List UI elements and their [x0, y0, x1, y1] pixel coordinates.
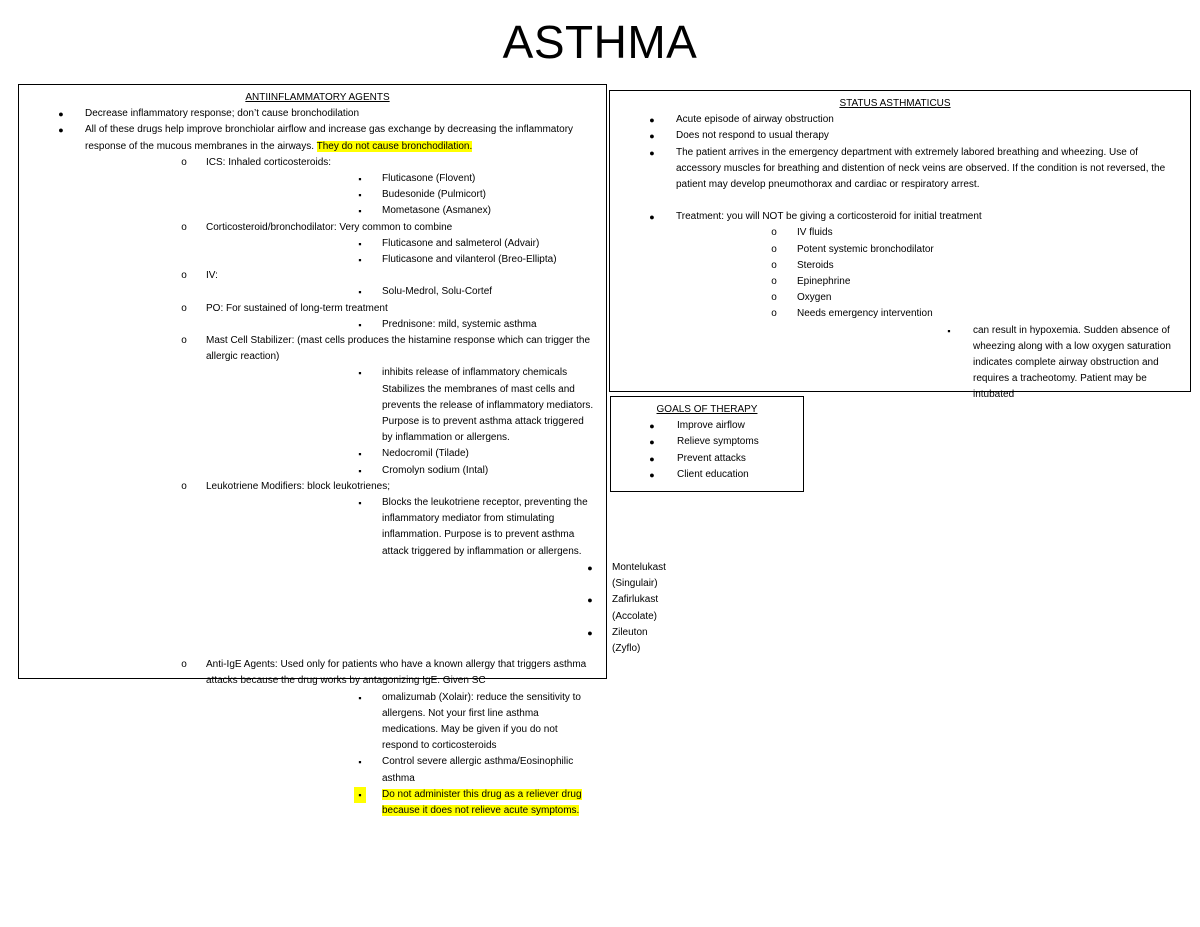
list-item: ● Client education	[611, 467, 799, 483]
list-item: ● Zafirlukast (Accolate)	[382, 592, 612, 624]
circle-bullet-icon: o	[181, 335, 187, 347]
bullet-icon: ●	[649, 212, 655, 223]
circle-bullet-icon: o	[771, 292, 777, 304]
square-bullet-icon: ▪	[358, 206, 362, 217]
list-item: ▪ Fluticasone and salmeterol (Advair)	[206, 236, 596, 252]
list-item: ▪ can result in hypoxemia. Sudden absence of wheezing along with a low oxygen saturation indicates complete airway obstruction and requires a tracheotomy. Patient may be intubated	[797, 323, 1180, 404]
goals-heading: GOALS OF THERAPY	[656, 404, 758, 415]
list-item: o Oxygen	[676, 290, 1180, 306]
square-bullet-icon: ▪	[358, 757, 362, 768]
anti-inflammatory-heading: ANTIINFLAMMATORY AGENTS	[245, 92, 390, 103]
list-item: o Steroids	[676, 258, 1180, 274]
bullet-icon: ●	[649, 437, 655, 448]
list-item: ▪ Cromolyn sodium (Intal)	[206, 463, 596, 479]
list-item: o ICS: Inhaled corticosteroids: ▪ Fluticasone (Flovent) ▪ Budesonide (Pulmicort) ▪ Mometasone (Asmanex)	[85, 155, 596, 220]
list-item: o IV: ▪ Solu-Medrol, Solu-Cortef	[85, 268, 596, 300]
list-item: ● Does not respond to usual therapy	[610, 128, 1180, 144]
list-item	[206, 787, 596, 819]
status-asthmaticus-box	[609, 90, 1191, 401]
list-item: ▪ Blocks the leukotriene receptor, preventing the inflammatory mediator from stimulating inflammation. Purpose is to prevent asthma attack triggered by inflammation or allergens. ● Montelukast (Singulair) ● Zafirlukast (Accolate) ● Zileuton (Zyflo)	[206, 495, 596, 657]
bullet-icon: ●	[649, 115, 655, 126]
list-item: o IV fluids	[676, 225, 1180, 241]
circle-bullet-icon: o	[771, 276, 777, 288]
bullet-icon: ●	[587, 595, 593, 606]
page-title: ASTHMA	[502, 16, 698, 68]
circle-bullet-icon: o	[181, 480, 187, 492]
list-item: ▪ Fluticasone (Flovent)	[206, 171, 596, 187]
square-bullet-icon: ▪	[358, 465, 362, 476]
list-item: o PO: For sustained of long-term treatment ▪ Prednisone: mild, systemic asthma	[85, 301, 596, 333]
list-item: ▪ Nedocromil (Tilade)	[206, 446, 596, 462]
treatment-list	[610, 209, 1180, 403]
list-item: ● Decrease inflammatory response; don’t cause bronchodilation	[19, 106, 596, 122]
bullet-icon: ●	[649, 469, 655, 480]
list-item: o Mast Cell Stabilizer: (mast cells produces the histamine response which can trigger the allergic reaction) ▪ inhibits release of inflammatory chemicals Stabilizes the membranes of mast cells and prevents the release of inflammatory mediators. Purpose is to prevent asthma attack triggered by inflammation or allergens. ▪ Nedocromil (Tilade) ▪ Cromolyn sodium (Intal)	[85, 333, 596, 479]
bullet-icon: ●	[58, 125, 64, 136]
circle-bullet-icon: o	[771, 259, 777, 271]
list-item: o Corticosteroid/bronchodilator: Very common to combine ▪ Fluticasone and salmeterol (Advair) ▪ Fluticasone and vilanterol (Breo-Ellipta)	[85, 220, 596, 269]
square-bullet-icon: ▪	[358, 174, 362, 185]
bullet-icon: ●	[649, 421, 655, 432]
anti-inflammatory-list	[19, 106, 666, 819]
circle-bullet-icon: o	[181, 156, 187, 168]
bullet-icon: ●	[587, 562, 593, 573]
list-item: ● Prevent attacks	[611, 451, 799, 467]
square-bullet-icon: ▪	[354, 787, 366, 803]
circle-bullet-icon: o	[181, 270, 187, 282]
goals-list	[611, 418, 799, 483]
circle-bullet-icon: o	[181, 302, 187, 314]
square-bullet-icon: ▪	[358, 692, 362, 703]
list-item: ● Zileuton (Zyflo)	[382, 625, 612, 657]
list-item: ▪ Fluticasone and vilanterol (Breo-Ellipta)	[206, 252, 596, 268]
list-item: o Potent systemic bronchodilator	[676, 242, 1180, 258]
list-item: ▪ Budesonide (Pulmicort)	[206, 187, 596, 203]
goals-of-therapy-box	[610, 396, 804, 492]
square-bullet-icon: ▪	[358, 319, 362, 330]
square-bullet-icon: ▪	[358, 255, 362, 266]
square-bullet-icon: ▪	[358, 368, 362, 379]
list-item: o Epinephrine	[676, 274, 1180, 290]
circle-bullet-icon: o	[771, 243, 777, 255]
list-item: ● Montelukast (Singulair)	[382, 560, 612, 592]
bullet-icon: ●	[649, 147, 655, 158]
bullet-icon: ●	[649, 453, 655, 464]
square-bullet-icon: ▪	[358, 190, 362, 201]
square-bullet-icon: ▪	[358, 449, 362, 460]
list-item: ▪ omalizumab (Xolair): reduce the sensitivity to allergens. Not your first line asthma medications. May be given if you do not respond to corticosteroids	[206, 690, 596, 755]
square-bullet-icon: ▪	[358, 238, 362, 249]
circle-bullet-icon: o	[181, 659, 187, 671]
circle-bullet-icon: o	[771, 227, 777, 239]
highlighted-text: They do not cause bronchodilation.	[316, 140, 473, 152]
status-asthmaticus-heading: STATUS ASTHMATICUS	[839, 98, 951, 109]
list-item: ● Relieve symptoms	[611, 434, 799, 450]
list-item: ▪ Solu-Medrol, Solu-Cortef	[206, 284, 596, 300]
list-item: ▪ Mometasone (Asmanex)	[206, 203, 596, 219]
list-item: ▪ Control severe allergic asthma/Eosinophilic asthma	[206, 754, 596, 786]
list-item: ● The patient arrives in the emergency department with extremely labored breathing and wheezing. Use of accessory muscles for breathing and distention of neck veins are observed. If the condition is not reversed, the patient may develop pneumothorax and cardiac or respiratory arrest.	[610, 145, 1180, 194]
list-item: o Leukotriene Modifiers: block leukotrienes; ▪ Blocks the leukotriene receptor, preventing the inflammatory mediator from stimulating inflammation. Purpose is to prevent asthma attack triggered by inflammation or allergens. ● Montelukast (Singulair) ● Zafirlukast (Accolate) ● Zileuton (Zyflo)	[85, 479, 596, 657]
square-bullet-icon: ▪	[947, 325, 951, 336]
bullet-icon: ●	[58, 109, 64, 120]
circle-bullet-icon: o	[771, 308, 777, 320]
status-list	[610, 112, 1180, 193]
list-item: o Needs emergency intervention ▪ can result in hypoxemia. Sudden absence of wheezing along with a low oxygen saturation indicates complete airway obstruction and requires a tracheotomy. Patient may be intubated	[676, 306, 1180, 403]
list-item: ● Treatment: you will NOT be giving a corticosteroid for initial treatment o IV fluids o Potent systemic bronchodilator o Steroids o Epinephrine o Oxygen o Needs emergency intervention ▪ can result in hypoxemia. Sudden absence of wheezing along with a low oxygen saturation indicates complete airway obstruction and requires a tracheotomy. Patient may be intubated	[610, 209, 1180, 403]
square-bullet-icon: ▪	[358, 498, 362, 509]
list-item: ● Improve airflow	[611, 418, 799, 434]
list-item: ▪ Prednisone: mild, systemic asthma	[206, 317, 596, 333]
circle-bullet-icon: o	[181, 221, 187, 233]
square-bullet-icon: ▪	[358, 287, 362, 298]
list-item: ▪ inhibits release of inflammatory chemicals Stabilizes the membranes of mast cells and prevents the release of inflammatory mediators. Purpose is to prevent asthma attack triggered by inflammation or allergens.	[206, 365, 596, 446]
list-item: ● Acute episode of airway obstruction	[610, 112, 1180, 128]
bullet-icon: ●	[649, 131, 655, 142]
bullet-icon: ●	[587, 627, 593, 638]
anti-inflammatory-box	[18, 84, 666, 816]
list-item: ● All of these drugs help improve bronchiolar airflow and increase gas exchange by decreasing the inflammatory response of the mucous membranes in the airways. They do not cause bronchodilation. o ICS: Inhaled corticosteroids: ▪ Fluticasone (Flovent) ▪ Budesonide (Pulmicort) ▪ Mometasone (Asmanex) o Corticosteroid/bronchodilator: Very common to combine ▪ Fluticasone and salmeterol (Advair) ▪ Fluticasone and vilanterol (Breo-Ellipta) o IV: ▪ Solu-Medrol, Solu-Cortef o PO: For sustained of long-term treatment ▪ Prednisone: mild, systemic asthma o Mast Cell Stabilizer: (mast cells produces the histamine response which can trigger the allergic reaction) ▪ inhibits release of inflammatory chemicals Stabilizes the membranes of mast cells and prevents the release of inflammatory mediators. Purpose is to prevent asthma attack triggered by inflammation or allergens. ▪ Nedocromil (Tilade) ▪ Cromolyn sodium (Intal) o Leukotriene Modifiers: block leukotrienes; ▪ Blocks the leukotriene receptor, preventing the inflammatory mediator from stimulating inflammation. Purpose is to prevent asthma attack triggered by inflammation or allergens. ● Montelukast (Singulair) ● Zafirlukast (Accolate) ● Zileuton (Zyflo) o Anti-IgE Agents: Used only for patients who have a known allergy that triggers asthma attacks because the drug works by antagonizing IgE. Given SC ▪ omalizumab (Xolair): reduce the sensitivity to allergens. Not your first line asthma medications. May be given if you do not respond to corticosteroids ▪ Control severe allergic asthma/Eosinophilic asthma ▪ Do not administer this drug as a reliever drug because it does not relieve acute symptoms.	[19, 122, 596, 819]
highlighted-text: Do not administer this drug as a reliever drug because it does not relieve acute symptoms.	[382, 788, 582, 816]
list-item: o Anti-IgE Agents: Used only for patients who have a known allergy that triggers asthma attacks because the drug works by antagonizing IgE. Given SC ▪ omalizumab (Xolair): reduce the sensitivity to allergens. Not your first line asthma medications. May be given if you do not respond to corticosteroids ▪ Control severe allergic asthma/Eosinophilic asthma ▪ Do not administer this drug as a reliever drug because it does not relieve acute symptoms.	[85, 657, 596, 819]
